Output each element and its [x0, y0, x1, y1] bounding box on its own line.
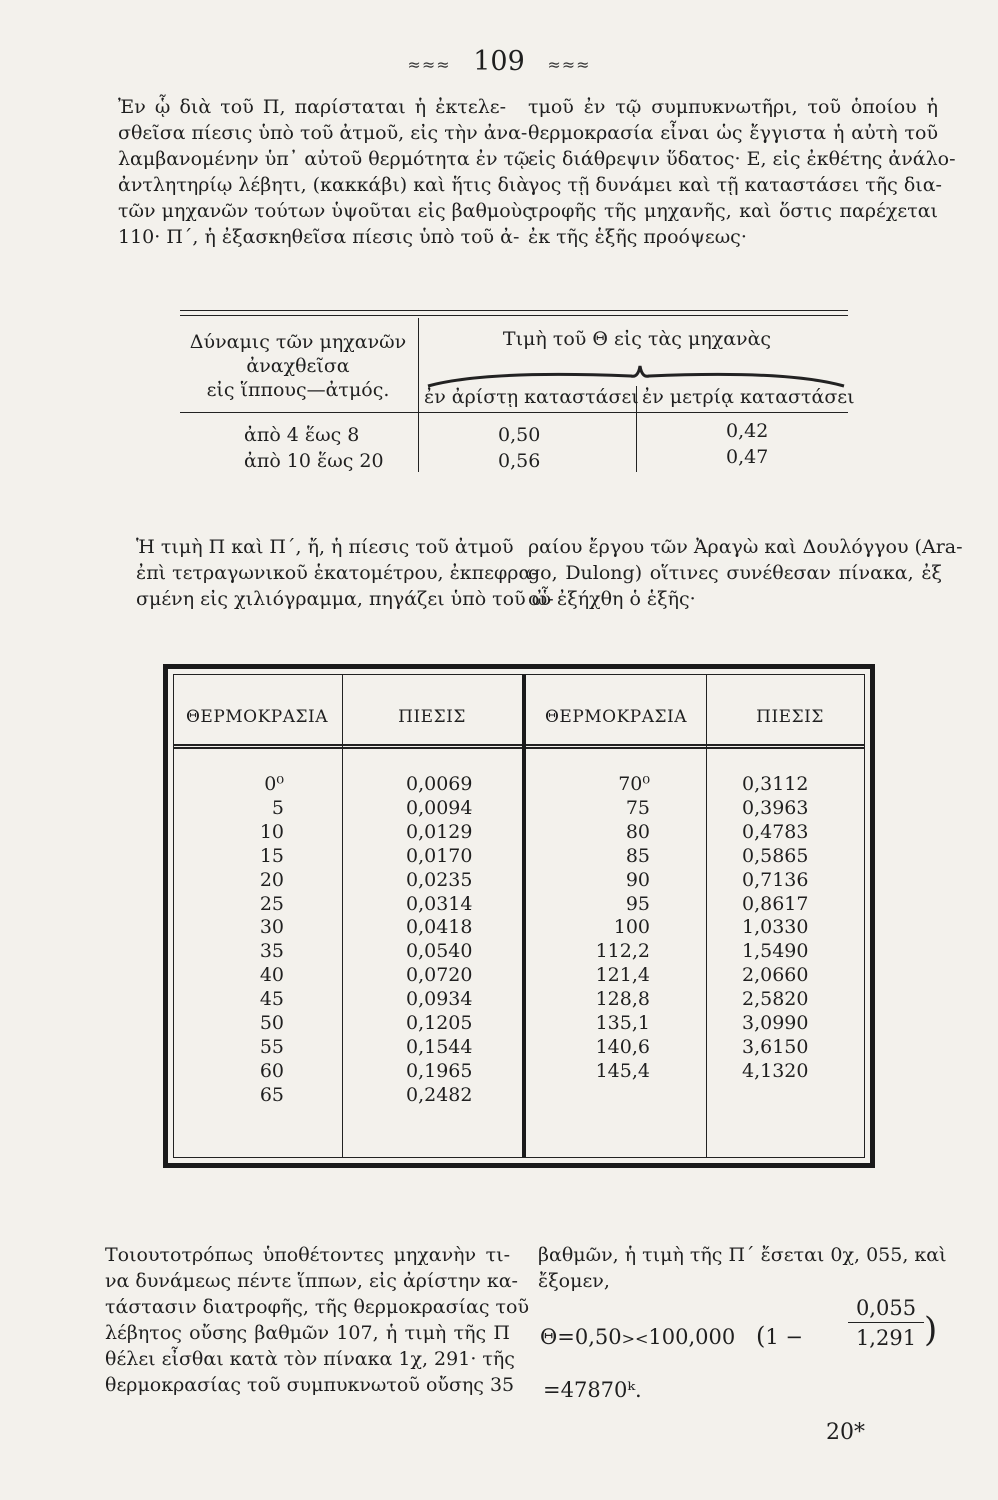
temperature-cell: 10	[259, 820, 284, 843]
table-rule	[180, 412, 848, 413]
fraction-numerator: 0,055	[848, 1296, 924, 1323]
temperature-column-right	[570, 773, 650, 1084]
text-line: σμένη εἰς χιλιόγραμμα, πηγάζει ὑπὸ τοῦ ὠ-	[136, 588, 554, 610]
temperature-cell: 128,8	[595, 988, 650, 1011]
temperature-cell: 55	[259, 1035, 284, 1058]
para1-right-column	[528, 94, 956, 250]
pressure-cell: 0,0094	[406, 796, 473, 819]
temperature-header-left: ΘΕΡΜΟΚΡΑΣΙΑ	[185, 707, 329, 727]
moderate-value-cell: 0,42	[726, 420, 769, 442]
pressure-cell: 1,0330	[742, 916, 809, 939]
text-line: τμοῦ ἐν τῷ συμπυκνωτῆρι, τοῦ ὁποίου ἡ	[528, 96, 938, 118]
temperature-cell: 80	[625, 820, 650, 843]
table-rule	[180, 315, 848, 316]
signature-mark: 20*	[826, 1420, 865, 1445]
right-ornament: ≈≈≈	[547, 55, 591, 74]
table-inner-frame	[173, 674, 865, 1158]
temperature-cell: 45	[259, 988, 284, 1011]
text-line: ἐπὶ τετραγωνικοῦ ἑκατομέτρου, ἐκπεφρα-	[136, 562, 538, 584]
text-line: λέβητος οὔσης βαθμῶν 107, ἡ τιμὴ τῆς Π	[105, 1322, 510, 1344]
temperature-cell: 5	[271, 796, 284, 819]
pressure-cell: 2,5820	[742, 988, 809, 1011]
temperature-pressure-table	[163, 664, 875, 1168]
equals-sign: =	[557, 1325, 575, 1349]
temperature-cell: 121,4	[595, 964, 650, 987]
pressure-cell: 0,0069	[406, 773, 473, 795]
table-rule	[180, 310, 848, 311]
temperature-column-left	[214, 773, 284, 1108]
pressure-cell: 0,8617	[742, 892, 809, 915]
header-line: ἀναχθεῖσα	[246, 355, 350, 377]
text-line: εἰς διάθρεψιν ὕδατος· Ε, εἰς ἐκθέτης ἀνάλο-	[528, 148, 956, 170]
text-line: τῶν μηχανῶν τούτων ὑψοῦται εἰς βαθμοὺς	[118, 200, 533, 222]
moderate-condition-header: ἐν μετρίᾳ καταστάσει	[642, 386, 855, 408]
close-paren: )	[924, 1310, 938, 1350]
text-line: βαθμῶν, ἡ τιμὴ τῆς Π΄ ἔσεται 0χ, 055, καὶ	[538, 1244, 947, 1266]
pressure-header-right: ΠΙΕΣΙΣ	[756, 707, 824, 727]
temperature-cell: 60	[259, 1059, 284, 1082]
pressure-header-left: ΠΙΕΣΙΣ	[398, 707, 466, 727]
para3-right-column	[538, 1242, 947, 1294]
multiply-sign: ><	[621, 1329, 649, 1348]
temperature-cell: 0⁰	[264, 773, 284, 795]
pressure-cell: 0,7136	[742, 868, 809, 891]
theta-symbol: Θ	[540, 1325, 558, 1349]
column-divider	[342, 675, 343, 1157]
pressure-cell: 0,0934	[406, 988, 473, 1011]
pressure-column-right	[742, 773, 842, 1084]
pressure-cell: 0,0129	[406, 820, 473, 843]
table-divider	[418, 318, 419, 472]
pressure-cell: 0,0418	[406, 916, 473, 939]
temperature-cell: 75	[625, 796, 650, 819]
formula-result: =47870ᵏ.	[543, 1378, 642, 1402]
header-double-rule	[174, 744, 864, 749]
pressure-cell: 0,0235	[406, 868, 473, 891]
pressure-cell: 4,1320	[742, 1059, 809, 1082]
para1-left-column	[118, 94, 533, 250]
column-divider	[706, 675, 707, 1157]
pressure-cell: 0,2482	[406, 1083, 473, 1106]
temperature-header-right: ΘΕΡΜΟΚΡΑΣΙΑ	[544, 707, 688, 727]
text-line: go, Dulong) οἵτινες συνέθεσαν πίνακα, ἐξ	[528, 562, 942, 584]
moderate-value-cell: 0,47	[726, 446, 769, 468]
best-condition-header: ἐν ἀρίστῃ καταστάσει	[424, 386, 639, 408]
pressure-cell: 0,0170	[406, 844, 473, 867]
pressure-cell: 0,0540	[406, 940, 473, 963]
center-divider	[522, 675, 526, 1157]
power-column-header	[184, 330, 412, 402]
temperature-cell: 30	[259, 916, 284, 939]
text-line: ἀντλητηρίῳ λέβητι, (κακκάβι) καὶ ἥτις διὰ	[118, 174, 530, 196]
temperature-cell: 140,6	[595, 1035, 650, 1058]
one-minus: 1 −	[765, 1325, 803, 1349]
para3-left-column	[105, 1242, 530, 1398]
temperature-cell: 70⁰	[618, 773, 650, 795]
temperature-cell: 90	[625, 868, 650, 891]
page-number: 109	[473, 46, 525, 77]
fraction	[848, 1296, 924, 1350]
range-cell: ἀπὸ 4 ἕως 8	[244, 424, 360, 446]
pressure-cell: 0,1205	[406, 1012, 473, 1035]
text-line: να δυνάμεως πέντε ἵππων, εἰς ἀρίστην κα-	[105, 1270, 518, 1292]
text-line: σθεῖσα πίεσις ὑπὸ τοῦ ἀτμοῦ, εἰς τὴν ἀνα-	[118, 122, 528, 144]
header-line: Δύναμις τῶν μηχανῶν	[189, 331, 407, 353]
pressure-cell: 0,3112	[742, 773, 809, 795]
pressure-cell: 3,6150	[742, 1035, 809, 1058]
text-line: λαμβανομένην ὑπ᾽ αὐτοῦ θερμότητα ἐν τῷ	[118, 148, 530, 170]
text-line: θέλει εἶσθαι κατὰ τὸν πίνακα 1χ, 291· τῆς	[105, 1348, 515, 1370]
text-line: θερμοκρασίας τοῦ συμπυκνωτοῦ οὔσης 35	[105, 1374, 515, 1396]
temperature-cell: 35	[259, 940, 284, 963]
text-line: ἐκ τῆς ἑξῆς προόψεως·	[528, 226, 747, 248]
text-line: ἔξομεν,	[538, 1270, 610, 1292]
pressure-cell: 0,5865	[742, 844, 809, 867]
temperature-cell: 40	[259, 964, 284, 987]
best-value-cell: 0,56	[498, 450, 541, 472]
text-line: θερμοκρασία εἶναι ὡς ἔγγιστα ἡ αὐτὴ τοῦ	[528, 122, 938, 144]
temperature-cell: 85	[625, 844, 650, 867]
group-header: Τιμὴ τοῦ Θ εἰς τὰς μηχανὰς	[502, 328, 772, 350]
para2-right-column	[528, 534, 963, 612]
text-line: τάστασιν διατροφῆς, τῆς θερμοκρασίας τοῦ	[105, 1296, 530, 1318]
pressure-cell: 0,0314	[406, 892, 473, 915]
multiplier: 100,000	[648, 1325, 736, 1349]
temperature-cell: 15	[259, 844, 284, 867]
pressure-column-left	[406, 773, 506, 1108]
text-line: Ἐν ᾧ διὰ τοῦ Π, παρίσταται ἡ ἐκτελε-	[118, 96, 506, 118]
text-line: ραίου ἔργου τῶν Ἀραγὼ καὶ Δουλόγγου (Ara-	[528, 536, 963, 558]
text-line: Τοιουτοτρόπως ὑποθέτοντες μηχανὴν τι-	[105, 1244, 510, 1266]
left-ornament: ≈≈≈	[407, 55, 451, 74]
temperature-cell: 65	[259, 1083, 284, 1106]
text-line: 110· Π΄, ἡ ἐξασκηθεῖσα πίεσις ὑπὸ τοῦ ἀ-	[118, 226, 520, 248]
coefficient: 0,50	[574, 1325, 622, 1349]
best-value-cell: 0,50	[498, 424, 541, 446]
page-header	[0, 46, 998, 77]
temperature-cell: 25	[259, 892, 284, 915]
text-line: γος τῇ δυνάμει καὶ τῇ καταστάσει τῆς δια-	[528, 174, 942, 196]
pressure-cell: 0,4783	[742, 820, 809, 843]
fraction-denominator: 1,291	[855, 1326, 917, 1350]
text-line: τροφῆς τῆς μηχανῆς, καὶ ὅστις παρέχεται	[528, 200, 938, 222]
pressure-cell: 0,1965	[406, 1059, 473, 1082]
temperature-cell: 20	[259, 868, 284, 891]
pressure-cell: 0,3963	[742, 796, 809, 819]
text-line: Ἡ τιμὴ Π καὶ Π΄, ἤ, ἡ πίεσις τοῦ ἀτμοῦ	[136, 536, 514, 558]
pressure-cell: 1,5490	[742, 940, 809, 963]
range-cell: ἀπὸ 10 ἕως 20	[244, 450, 384, 472]
pressure-cell: 0,1544	[406, 1035, 473, 1058]
temperature-cell: 135,1	[595, 1012, 650, 1035]
theta-formula	[540, 1322, 803, 1350]
pressure-cell: 0,0720	[406, 964, 473, 987]
open-paren: (	[755, 1322, 766, 1350]
pressure-cell: 3,0990	[742, 1012, 809, 1035]
text-line: οὗ ἐξήχθη ὁ ἑξῆς·	[528, 588, 696, 610]
temperature-cell: 100	[613, 916, 650, 939]
temperature-cell: 145,4	[595, 1059, 650, 1082]
temperature-cell: 50	[259, 1012, 284, 1035]
temperature-cell: 95	[625, 892, 650, 915]
header-line: εἰς ἵππους—ἀτμός.	[206, 379, 390, 401]
temperature-cell: 112,2	[595, 940, 650, 963]
para2-left-column	[136, 534, 554, 612]
pressure-cell: 2,0660	[742, 964, 809, 987]
